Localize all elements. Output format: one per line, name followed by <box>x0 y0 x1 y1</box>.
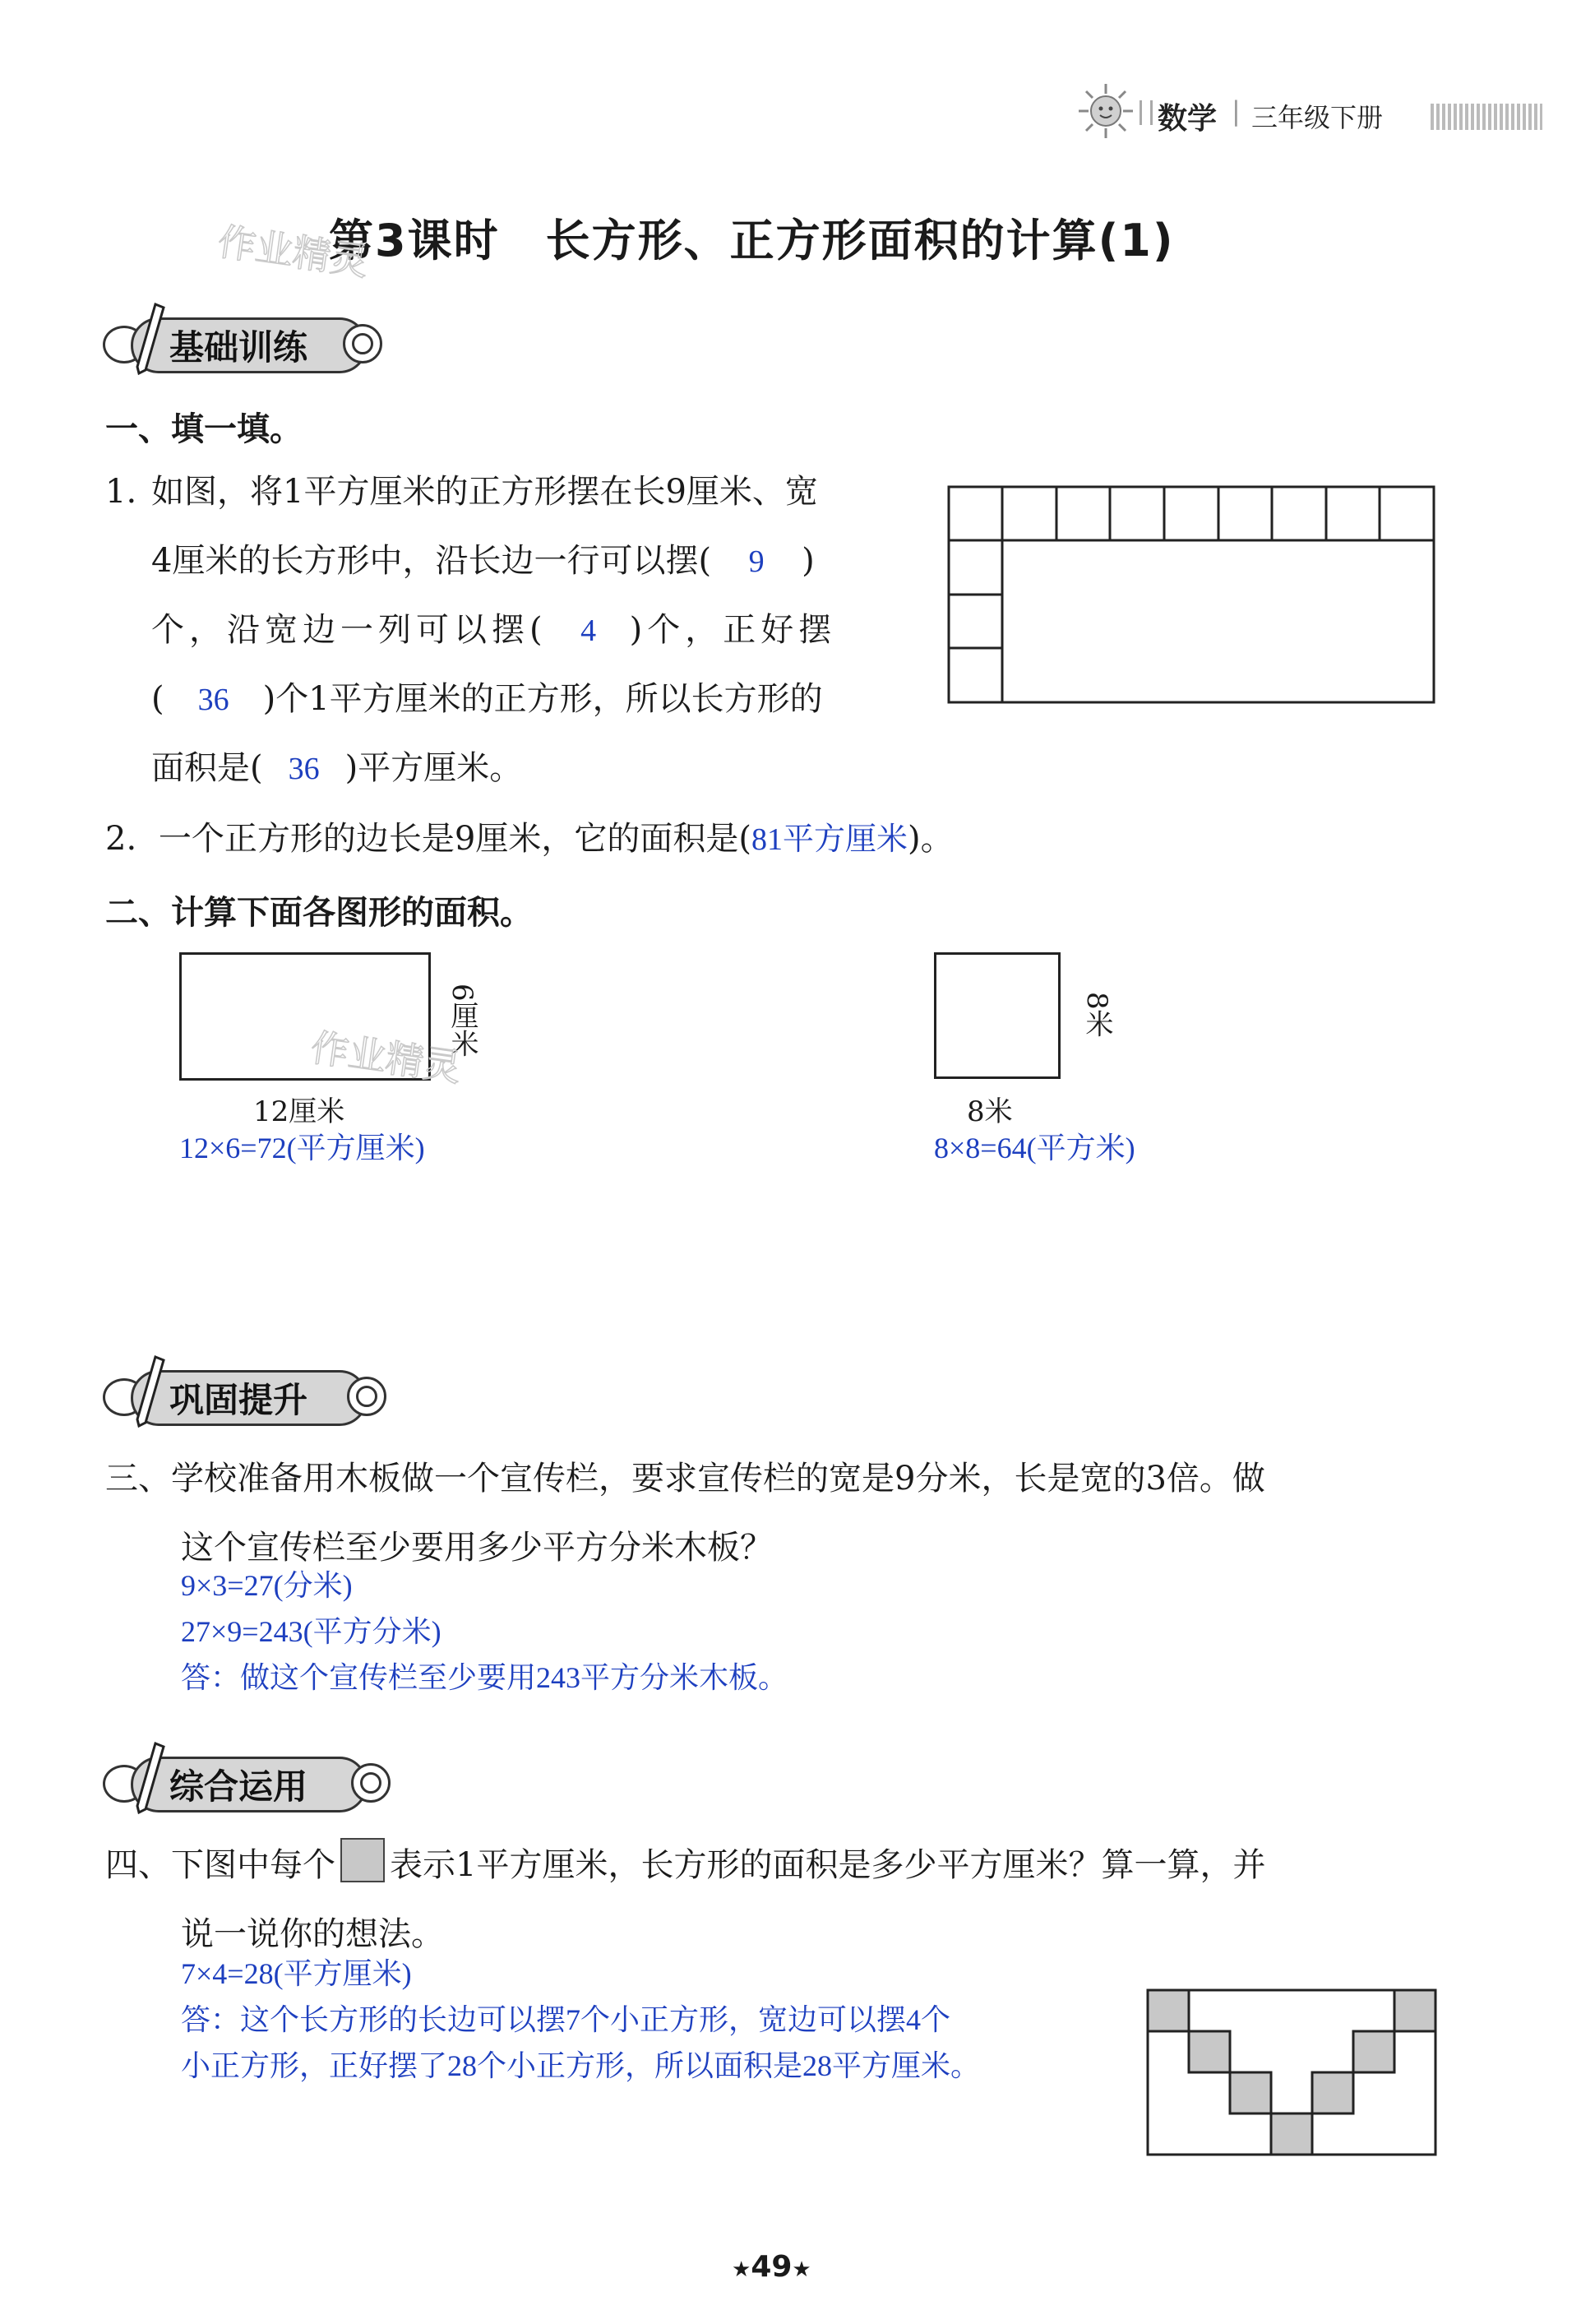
rectangle-length-label: 12厘米 <box>253 1095 345 1128</box>
section-basic-banner <box>103 312 382 378</box>
q1-line4b: )个1平方厘米的正方形，所以长方形的 <box>262 680 823 718</box>
q2-block <box>105 804 1174 874</box>
square-answer: 8×8=64(平方米) <box>934 1132 1135 1164</box>
q2-text-a: 一个正方形的边长是9厘米，它的面积是( <box>158 820 751 858</box>
header-grade: 三年级下册 <box>1251 102 1384 133</box>
part3-line1: 三、学校准备用木板做一个宣传栏，要求宣传栏的宽是9分米，长是宽的3倍。做 <box>105 1460 1265 1498</box>
square-figure <box>934 952 1061 1079</box>
part1-heading: 一、填一填。 <box>105 410 303 448</box>
sun-icon <box>1077 82 1135 140</box>
q1-answer-column: 4 <box>580 613 597 648</box>
header-bar <box>1431 104 1542 130</box>
part2-heading: 二、计算下面各图形的面积。 <box>105 894 533 932</box>
header-divider: | <box>1232 95 1241 127</box>
part4-answer-3: 小正方形，正好摆了28个小正方形，所以面积是28平方厘米。 <box>181 2049 981 2082</box>
q1-line5b: )平方厘米。 <box>344 749 523 787</box>
unit-square-icon <box>340 1838 385 1882</box>
part3-line2: 这个宣传栏至少要用多少平方分米木板？ <box>181 1529 773 1567</box>
q2-text-b: )。 <box>907 820 954 858</box>
q1-line4a: ( <box>151 680 164 718</box>
page-header <box>1069 82 1546 140</box>
page-title: 第3课时 长方形、正方形面积的计算(1) <box>329 215 1175 266</box>
header-subject: 数学 <box>1158 102 1218 136</box>
part4-line1b: 表示1平方厘米，长方形的面积是多少平方厘米？算一算，并 <box>390 1846 1266 1884</box>
rectangle-answer: 12×6=72(平方厘米) <box>179 1132 425 1164</box>
part4-line1a: 四、下图中每个 <box>105 1846 335 1884</box>
q1-grid-figure <box>945 484 1439 706</box>
square-side-label-bottom: 8米 <box>967 1095 1013 1128</box>
star-icon: ★ <box>792 2257 811 2282</box>
q1-line2a: 4厘米的长方形中，沿长边一行可以摆( <box>151 542 712 580</box>
q1-block <box>105 457 927 803</box>
part4-answer-1: 7×4=28(平方厘米) <box>181 1957 412 1990</box>
part3-question <box>105 1444 1503 1571</box>
star-icon: ★ <box>732 2257 751 2282</box>
part4-answer-2: 答：这个长方形的长边可以摆7个小正方形，宽边可以摆4个 <box>181 2003 951 2036</box>
section-consolidate-label: 巩固提升 <box>131 1370 368 1426</box>
rectangle-width-label: 6厘米 <box>446 984 478 1058</box>
q2-number: 2. <box>105 820 137 858</box>
q1-line2b: ) <box>802 542 815 580</box>
q1-line5a: 面积是( <box>151 749 263 787</box>
section-consolidate-banner <box>103 1365 386 1431</box>
q2-answer: 81平方厘米 <box>751 822 908 857</box>
part4-question <box>105 1831 1503 1957</box>
part3-answers <box>181 1562 788 1701</box>
section-apply-label: 综合运用 <box>131 1757 368 1812</box>
section-basic-label: 基础训练 <box>131 317 368 373</box>
header-separator <box>1140 100 1153 125</box>
watermark-text-2: 作业精灵 <box>307 1025 465 1090</box>
part4-grid-figure <box>1144 1987 1439 2160</box>
part3-answer-1: 9×3=27(分米) <box>181 1569 353 1602</box>
q1-line3a: 个，沿宽边一列可以摆( <box>151 611 548 649</box>
q1-number: 1. <box>105 473 137 511</box>
part4-answers <box>181 1951 980 2089</box>
part3-answer-3: 答：做这个宣传栏至少要用243平方分米木板。 <box>181 1661 788 1694</box>
pencil-icon <box>134 1740 167 1816</box>
pencil-icon <box>134 301 167 377</box>
part3-answer-2: 27×9=243(平方分米) <box>181 1615 441 1648</box>
page-number-value: 49 <box>751 2250 793 2284</box>
pencil-icon <box>134 1354 167 1429</box>
page-number <box>732 2250 811 2284</box>
part4-line2: 说一说你的想法。 <box>181 1915 444 1953</box>
q1-line1: 如图，将1平方厘米的正方形摆在长9厘米、宽 <box>151 473 818 511</box>
q1-answer-row: 9 <box>748 544 765 579</box>
q1-answer-area: 36 <box>288 752 320 786</box>
section-apply-banner <box>103 1752 391 1817</box>
q1-line3b: )个，正好摆 <box>629 611 837 649</box>
watermark-text: 作业精灵 <box>215 219 372 285</box>
q1-answer-total: 36 <box>197 683 229 717</box>
square-side-label-right: 8米 <box>1080 992 1113 1038</box>
